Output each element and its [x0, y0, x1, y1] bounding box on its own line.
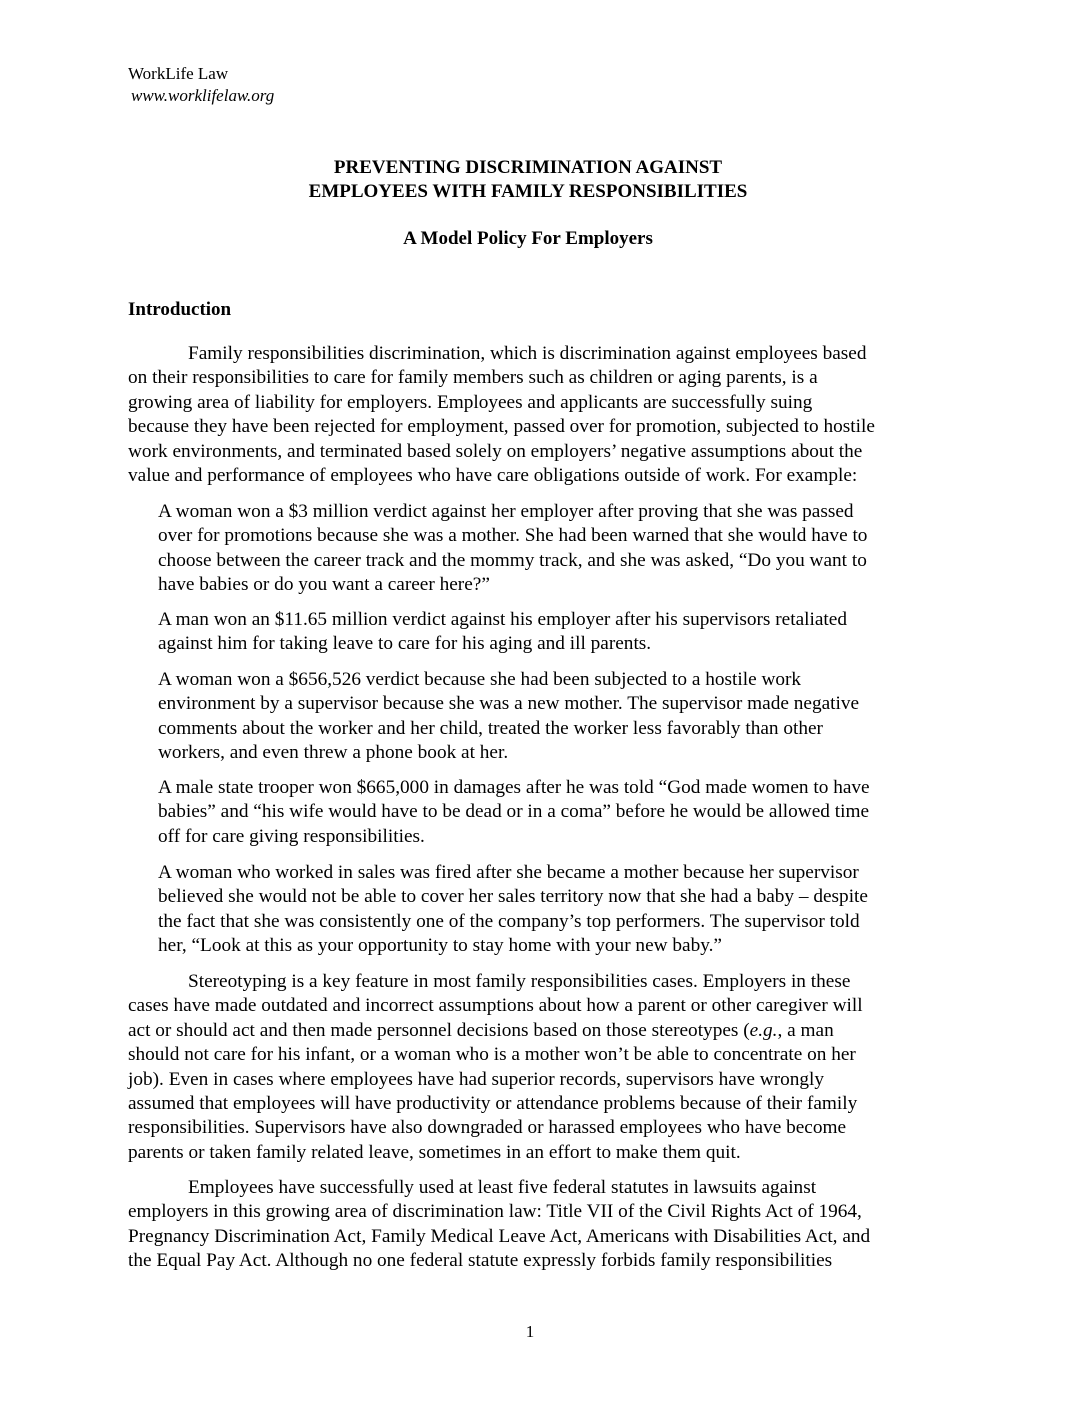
example-line: have babies or do you want a career here?”	[158, 574, 490, 596]
example-case-4	[158, 776, 870, 849]
example-case-3	[158, 668, 859, 766]
example-line: choose between the career track and the mommy track, and she was asked, “Do you want to	[158, 549, 867, 571]
example-line: comments about the worker and her child, treated the worker less favorably than other	[158, 717, 823, 739]
example-line: environment by a supervisor because she was a new mother. The supervisor made negative	[158, 693, 860, 715]
paragraph-line: growing area of liability for employers. Employees and applicants are successfully suing	[128, 391, 813, 413]
organization-name: WorkLife Law	[128, 64, 229, 83]
line-text: , a man	[777, 1019, 834, 1041]
paragraph-line: employers in this growing area of discrimination law: Title VII of the Civil Rights Act of 1964,	[128, 1201, 862, 1223]
example-line: A man won an $11.65 million verdict against his employer after his supervisors retaliated	[158, 609, 847, 630]
paragraph-line: Pregnancy Discrimination Act, Family Medical Leave Act, Americans with Disabilities Act, and	[128, 1225, 871, 1247]
example-line: her, “Look at this as your opportunity to stay home with your new baby.”	[158, 935, 722, 957]
paragraph-line: Stereotyping is a key feature in most family responsibilities cases. Employers in these	[188, 971, 851, 992]
paragraph-line: should not care for his infant, or a woman who is a mother won’t be able to concentrate on her	[128, 1044, 856, 1066]
example-line: A male state trooper won $665,000 in damages after he was told “God made women to have	[158, 777, 870, 798]
paragraph-line: responsibilities. Supervisors have also downgraded or harassed employees who have become	[128, 1117, 847, 1139]
paragraph-line: cases have made outdated and incorrect assumptions about how a parent or other caregiver will	[128, 995, 863, 1017]
example-line: against him for taking leave to care for his aging and ill parents.	[158, 633, 652, 655]
eg-abbreviation: e.g.	[749, 1019, 778, 1041]
page-number: 1	[525, 1322, 535, 1341]
example-line: over for promotions because she was a mother. She had been warned that she would have to	[158, 525, 868, 547]
example-line: babies” and “his wife would have to be dead or in a coma” before he would be allowed time	[158, 801, 870, 823]
paragraph-line: because they have been rejected for employment, passed over for promotion, subjected to hostile	[128, 416, 875, 438]
paragraph-line	[128, 1019, 863, 1043]
paragraph-line: assumed that employees will have productivity or attendance problems because of their family	[128, 1093, 858, 1115]
paragraph-line: value and performance of employees who have care obligations outside of work. For example:	[128, 465, 858, 487]
example-case-2	[158, 608, 847, 657]
example-line: the fact that she was consistently one of the company’s top performers. The supervisor told	[158, 910, 860, 932]
document-subtitle: A Model Policy For Employers	[403, 228, 653, 249]
example-line: A woman won a $656,526 verdict because she had been subjected to a hostile work	[158, 669, 802, 690]
intro-paragraph	[128, 342, 875, 488]
document-title-line-2: EMPLOYEES WITH FAMILY RESPONSIBILITIES	[308, 181, 748, 202]
example-line: off for care giving responsibilities.	[158, 825, 425, 847]
paragraph-line: Employees have successfully used at least five federal statutes in lawsuits against	[188, 1177, 817, 1198]
paragraph-line: work environments, and terminated based solely on employers’ negative assumptions about the	[128, 440, 863, 462]
document-title-line-1: PREVENTING DISCRIMINATION AGAINST	[333, 157, 723, 178]
example-line: A woman won a $3 million verdict against her employer after proving that she was passed	[158, 501, 854, 522]
paragraph-line: the Equal Pay Act. Although no one federal statute expressly forbids family responsibilities	[128, 1250, 833, 1272]
paragraph-line: on their responsibilities to care for family members such as children or aging parents, is a	[128, 367, 818, 389]
example-line: A woman who worked in sales was fired after she became a mother because her supervisor	[158, 862, 859, 883]
example-line: workers, and even threw a phone book at her.	[158, 742, 509, 764]
example-case-1	[158, 500, 867, 598]
paragraph-line: Family responsibilities discrimination, which is discrimination against employees based	[188, 343, 867, 364]
stereotyping-paragraph	[128, 970, 863, 1165]
paragraph-line: parents or taken family related leave, sometimes in an effort to make them quit.	[128, 1141, 741, 1163]
website-link: www.worklifelaw.org	[131, 86, 275, 105]
federal-statutes-paragraph	[128, 1176, 870, 1274]
paragraph-line: job). Even in cases where employees have had superior records, supervisors have wrongly	[128, 1068, 825, 1090]
example-case-5	[158, 861, 868, 959]
line-text: act or should act and then made personnel decisions based on those stereotypes (	[128, 1019, 750, 1041]
section-heading-introduction: Introduction	[128, 299, 232, 320]
example-line: believed she would not be able to cover her sales territory now that she had a baby – despite	[158, 886, 868, 908]
